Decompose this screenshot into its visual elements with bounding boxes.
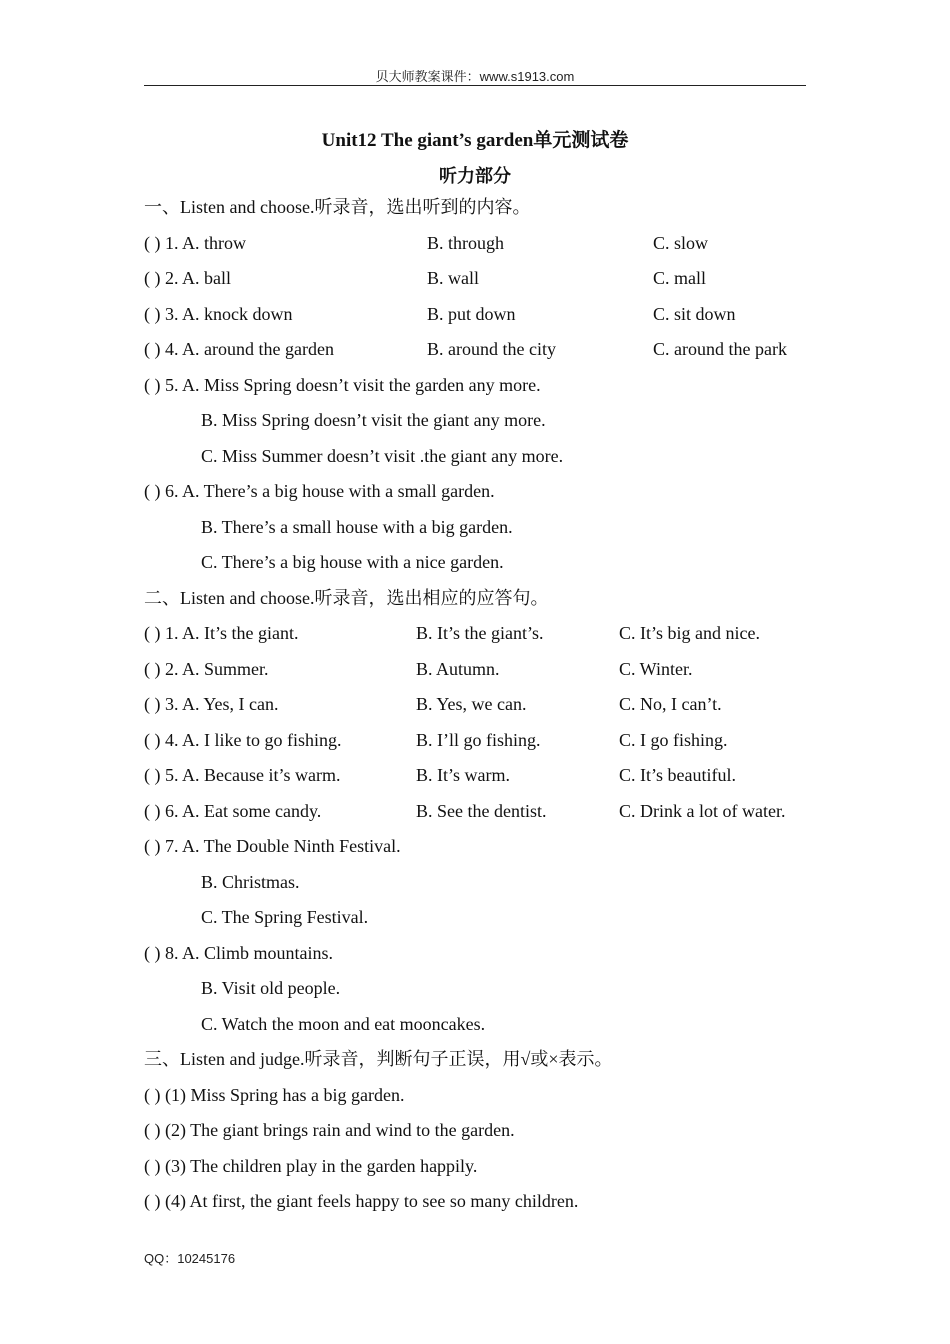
s2-q4-option-a: ( ) 4. A. I like to go fishing.: [144, 730, 342, 750]
s2-q2-option-a: ( ) 2. A. Summer.: [144, 659, 269, 679]
page-subtitle: 听力部分: [439, 166, 511, 186]
s2-q1-option-c: C. It’s big and nice.: [619, 623, 760, 643]
s1-q4-option-c: C. around the park: [653, 339, 787, 359]
s1-q6-option-c: C. There’s a big house with a nice garden.: [201, 552, 504, 572]
page-footer: QQ：10245176: [144, 1251, 236, 1266]
s2-q1-option-b: B. It’s the giant’s.: [416, 623, 544, 643]
s2-q6-option-b: B. See the dentist.: [416, 801, 547, 821]
s1-q2-option-c: C. mall: [653, 268, 706, 288]
s2-q5-option-b: B. It’s warm.: [416, 765, 510, 785]
s2-q5-option-a: ( ) 5. A. Because it’s warm.: [144, 765, 341, 785]
s3-item-3: ( ) (3) The children play in the garden happily.: [144, 1156, 478, 1176]
s3-item-2: ( ) (2) The giant brings rain and wind to the garden.: [144, 1120, 515, 1140]
s2-q3-option-c: C. No, I can’t.: [619, 694, 722, 714]
s1-q2-option-a: ( ) 2. A. ball: [144, 268, 231, 288]
page-header: 贝大师教案课件：www.s1913.com: [375, 69, 575, 84]
s2-q3-option-a: ( ) 3. A. Yes, I can.: [144, 694, 279, 714]
s3-item-4: ( ) (4) At first, the giant feels happy to see so many children.: [144, 1191, 579, 1211]
s1-q4-option-b: B. around the city: [427, 339, 556, 359]
s2-q5-option-c: C. It’s beautiful.: [619, 765, 736, 785]
s1-q1-option-a: ( ) 1. A. throw: [144, 233, 246, 253]
section1-heading: 一、Listen and choose.听录音，选出听到的内容。: [144, 197, 531, 217]
s2-q3-option-b: B. Yes, we can.: [416, 694, 527, 714]
header-divider: [144, 85, 806, 86]
s1-q5-option-a: ( ) 5. A. Miss Spring doesn’t visit the garden any more.: [144, 375, 541, 395]
s1-q2-option-b: B. wall: [427, 268, 479, 288]
s1-q5-option-c: C. Miss Summer doesn’t visit .the giant any more.: [201, 446, 564, 466]
s2-q4-option-c: C. I go fishing.: [619, 730, 728, 750]
s1-q1-option-c: C. slow: [653, 233, 709, 253]
s2-q1-option-a: ( ) 1. A. It’s the giant.: [144, 623, 299, 643]
section3-heading: 三、Listen and judge.听录音，判断句子正误，用√或×表示。: [144, 1049, 613, 1069]
s2-q7-option-a: ( ) 7. A. The Double Ninth Festival.: [144, 836, 401, 856]
s1-q3-option-b: B. put down: [427, 304, 516, 324]
s2-q7-option-c: C. The Spring Festival.: [201, 907, 369, 927]
s2-q2-option-c: C. Winter.: [619, 659, 693, 679]
s1-q6-option-b: B. There’s a small house with a big garden.: [201, 517, 513, 537]
s2-q8-option-a: ( ) 8. A. Climb mountains.: [144, 943, 333, 963]
s1-q4-option-a: ( ) 4. A. around the garden: [144, 339, 334, 359]
section2-heading: 二、Listen and choose.听录音，选出相应的应答句。: [144, 588, 549, 608]
s1-q3-option-c: C. sit down: [653, 304, 736, 324]
s2-q6-option-a: ( ) 6. A. Eat some candy.: [144, 801, 322, 821]
s2-q4-option-b: B. I’ll go fishing.: [416, 730, 541, 750]
s1-q1-option-b: B. through: [427, 233, 505, 253]
s1-q6-option-a: ( ) 6. A. There’s a big house with a small garden.: [144, 481, 495, 501]
s2-q8-option-b: B. Visit old people.: [201, 978, 341, 998]
s1-q5-option-b: B. Miss Spring doesn’t visit the giant any more.: [201, 410, 546, 430]
page-title: Unit12 The giant’s garden单元测试卷: [321, 130, 629, 151]
s2-q6-option-c: C. Drink a lot of water.: [619, 801, 786, 821]
s2-q7-option-b: B. Christmas.: [201, 872, 300, 892]
s3-item-1: ( ) (1) Miss Spring has a big garden.: [144, 1085, 405, 1105]
s2-q8-option-c: C. Watch the moon and eat mooncakes.: [201, 1014, 486, 1034]
s1-q3-option-a: ( ) 3. A. knock down: [144, 304, 293, 324]
s2-q2-option-b: B. Autumn.: [416, 659, 500, 679]
